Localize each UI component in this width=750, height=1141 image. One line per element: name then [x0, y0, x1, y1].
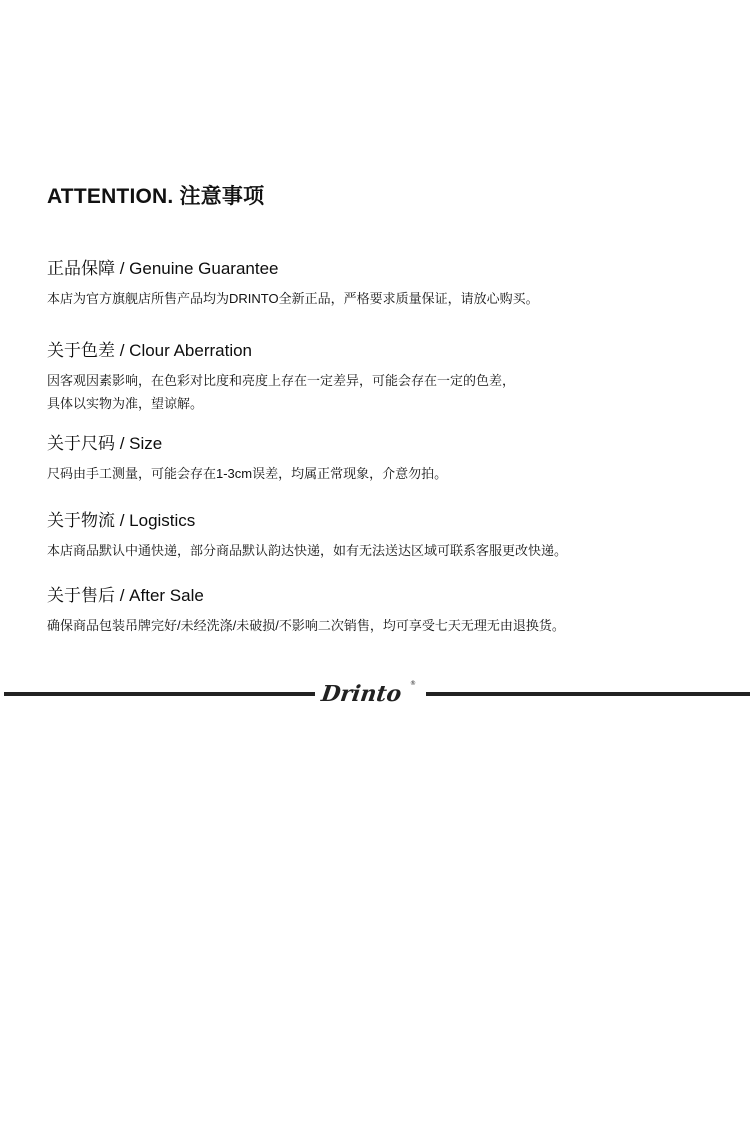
registered-mark: ®	[410, 680, 416, 687]
section-text: 尺码由手工测量，可能会存在1-3cm误差，均属正常现象，介意勿拍。	[47, 466, 448, 481]
section-text: 具体以实物为准，望谅解。	[47, 396, 204, 411]
section-heading: 关于售后 / After Sale	[47, 586, 204, 605]
section-size	[47, 432, 737, 485]
drinto-logo	[320, 676, 420, 712]
section-colour-aberration	[47, 339, 737, 415]
section-after-sale	[47, 584, 737, 637]
section-heading: 正品保障 / Genuine Guarantee	[47, 259, 279, 278]
section-heading: 关于尺码 / Size	[47, 434, 163, 453]
section-heading: 关于色差 / Clour Aberration	[47, 341, 253, 360]
section-text: 本店为官方旗舰店所售产品均为DRINTO全新正品，严格要求质量保证，请放心购买。	[47, 291, 539, 306]
section-heading: 关于物流 / Logistics	[47, 511, 196, 530]
section-text: 确保商品包装吊牌完好/未经洗涤/未破损/不影响二次销售，均可享受七天无理无由退换货。	[47, 618, 565, 633]
page-title: ATTENTION. 注意事项	[47, 185, 265, 208]
divider-line-right	[426, 692, 750, 696]
section-logistics	[47, 509, 737, 562]
section-genuine-guarantee	[47, 257, 737, 310]
logo-wordmark: Drinto	[320, 681, 404, 707]
section-text: 本店商品默认中通快递，部分商品默认韵达快递，如有无法送达区域可联系客服更改快递。	[47, 543, 568, 558]
divider-line-left	[4, 692, 315, 696]
brand-divider	[4, 676, 750, 712]
section-text: 因客观因素影响，在色彩对比度和亮度上存在一定差异，可能会存在一定的色差，	[47, 373, 516, 388]
